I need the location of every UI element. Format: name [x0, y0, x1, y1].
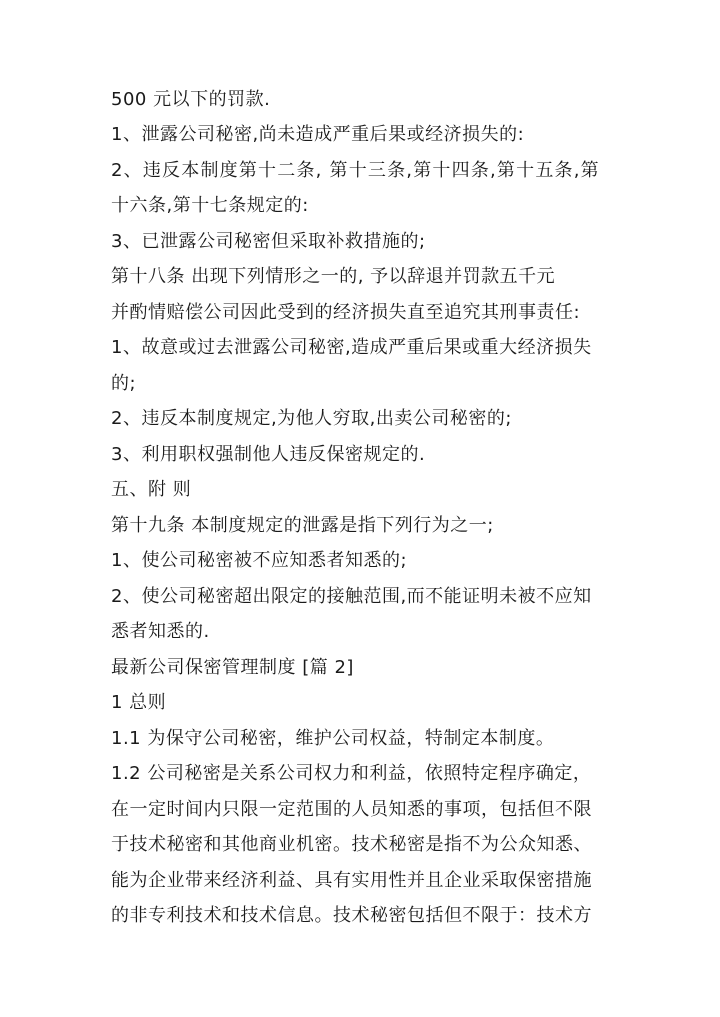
text-line: 十六条,第十七条规定的:: [111, 195, 309, 216]
text-line: 3、已泄露公司秘密但采取补救措施的;: [111, 231, 426, 252]
text-line: 2、使公司秘密超出限定的接触范围,而不能证明未被不应知: [111, 586, 592, 607]
text-line: 1.2 公司秘密是关系公司权力和利益，依照特定程序确定，: [111, 763, 592, 784]
section-heading: 五、附 则: [111, 479, 192, 500]
section-heading: 1 总则: [111, 692, 167, 713]
text-line: 并酌情赔偿公司因此受到的经济损失直至追究其刑事责任:: [111, 302, 581, 323]
text-line: 能为企业带来经济利益、具有实用性并且企业采取保密措施: [111, 870, 592, 891]
text-line: 1.1 为保守公司秘密，维护公司权益，特制定本制度。: [111, 728, 555, 749]
text-line: 于技术秘密和其他商业机密。技术秘密是指不为公众知悉、: [111, 834, 592, 855]
text-line: 第十九条 本制度规定的泄露是指下列行为之一;: [111, 515, 494, 536]
text-line: 的;: [111, 373, 137, 394]
text-line: 1、故意或过去泄露公司秘密,造成严重后果或重大经济损失: [111, 337, 592, 358]
text-line: 1、泄露公司秘密,尚未造成严重后果或经济损失的:: [111, 124, 525, 145]
text-line: 500 元以下的罚款.: [111, 89, 271, 110]
text-line: 的非专利技术和技术信息。技术秘密包括但不限于：技术方: [111, 905, 592, 926]
text-line: 2、违反本制度第十二条, 第十三条,第十四条,第十五条,第: [111, 160, 600, 181]
text-line: 2、违反本制度规定,为他人穷取,出卖公司秘密的;: [111, 408, 512, 429]
text-line: 第十八条 出现下列情形之一的, 予以辞退并罚款五千元: [111, 266, 556, 287]
text-line: 1、使公司秘密被不应知悉者知悉的;: [111, 550, 408, 571]
text-line: 悉者知悉的.: [111, 621, 210, 642]
text-line: 3、利用职权强制他人违反保密规定的.: [111, 444, 426, 465]
article-title: 最新公司保密管理制度 [篇 2]: [111, 657, 354, 678]
text-line: 在一定时间内只限一定范围的人员知悉的事项，包括但不限: [111, 799, 592, 820]
